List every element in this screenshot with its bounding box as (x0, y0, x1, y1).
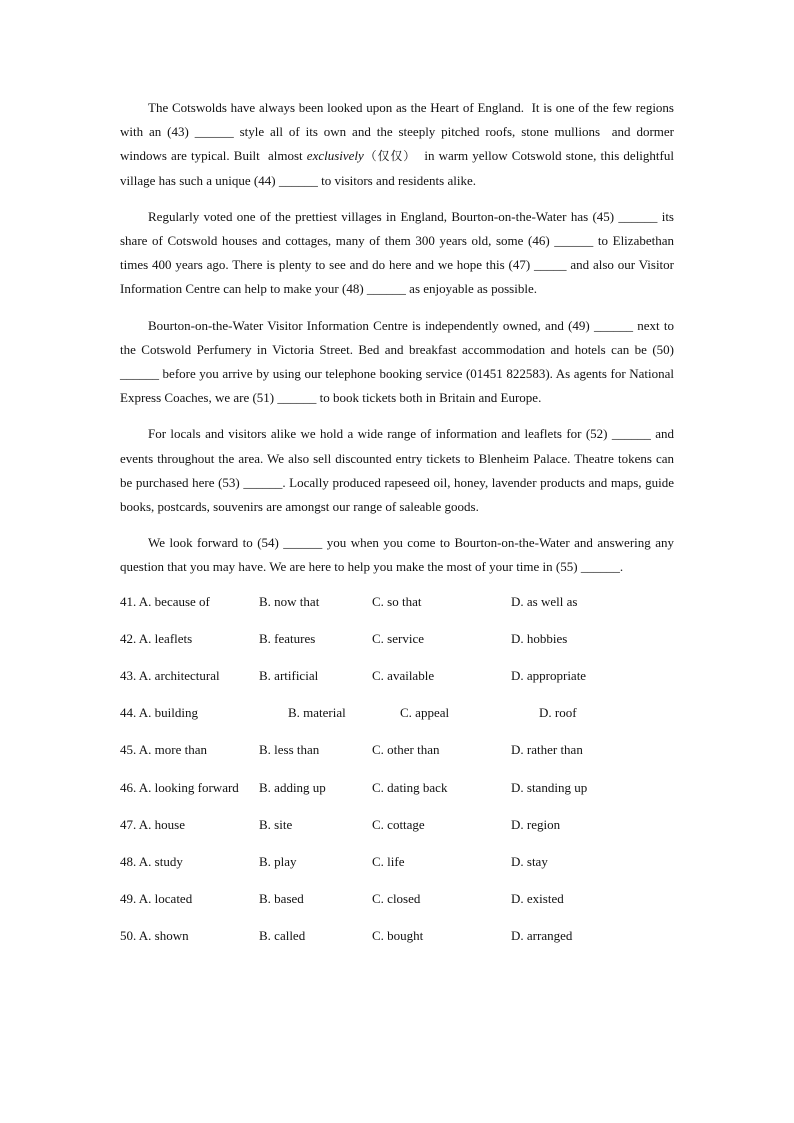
option-a: 43. A. architectural (120, 668, 220, 684)
option-d: D. arranged (511, 928, 573, 944)
option-c: C. appeal (400, 705, 450, 721)
question-row-45 (120, 742, 674, 779)
paragraph-1-gloss: （仅仅） (363, 149, 417, 164)
option-d: D. region (511, 816, 561, 832)
option-a: 45. A. more than (120, 742, 208, 758)
option-b: B. artificial (259, 668, 319, 684)
question-row-42 (120, 631, 674, 668)
option-d: D. hobbies (511, 630, 568, 646)
question-row-47 (120, 817, 674, 854)
paragraph-1-text-b: in warm yellow Cotswold stone, this delightful village has such a unique (44) ______ to visitors and residents alike. (120, 148, 678, 188)
option-a: 47. A. house (120, 816, 185, 832)
option-d: D. as well as (511, 593, 578, 609)
option-c: C. life (372, 853, 405, 869)
exam-page (120, 96, 678, 966)
option-d: D. stay (511, 853, 548, 869)
option-b: B. play (259, 853, 297, 869)
option-c: C. service (372, 630, 424, 646)
option-b: B. features (259, 630, 316, 646)
question-row-49 (120, 891, 674, 928)
paragraph-1 (120, 96, 678, 193)
question-row-41 (120, 594, 674, 631)
option-c: C. closed (372, 891, 421, 907)
option-a: 44. A. building (120, 705, 199, 721)
option-b: B. based (259, 891, 304, 907)
option-d: D. standing up (511, 779, 588, 795)
question-row-48 (120, 854, 674, 891)
option-a: 49. A. located (120, 891, 193, 907)
paragraph-1-text-a: The Cotswolds have always been looked upon as the Heart of England. It is one of the few regions with an (43) ______ style all of its own and the steeply pitched roofs, stone mullions and dormer windows are typical. Built almost (120, 100, 678, 164)
option-b: B. now that (259, 593, 320, 609)
option-c: C. so that (372, 593, 422, 609)
option-c: C. cottage (372, 816, 425, 832)
option-a: 46. A. looking forward (120, 779, 239, 795)
option-d: D. appropriate (511, 668, 587, 684)
question-row-46 (120, 780, 674, 817)
option-d: D. roof (539, 705, 577, 721)
option-b: B. called (259, 928, 306, 944)
option-b: B. less than (259, 742, 320, 758)
option-c: C. bought (372, 928, 424, 944)
paragraph-5: We look forward to (54) ______ you when you come to Bourton-on-the-Water and answering any question that you may have. We are here to help you make the most of your time in (55) ______. (120, 535, 674, 575)
option-a: 48. A. study (120, 853, 183, 869)
paragraph-1-emphasis: exclusively (306, 148, 364, 164)
question-row-50 (120, 928, 674, 965)
option-b: B. site (259, 816, 293, 832)
option-b: B. material (288, 705, 346, 721)
option-d: D. rather than (511, 742, 583, 758)
option-c: C. dating back (372, 779, 448, 795)
question-row-43 (120, 668, 674, 705)
option-a: 41. A. because of (120, 593, 210, 609)
option-d: D. existed (511, 891, 564, 907)
paragraph-2: Regularly voted one of the prettiest villages in England, Bourton-on-the-Water has (45) ______ its share of Cotswold houses and cottages, many of them 300 years old, some (46) ______ to Elizabethan times 400 years ago. There is plenty to see and do here and we hope this (47) _____ and also our Visitor Information Centre can help to make your (48) ______ as enjoyable as possible. (120, 208, 674, 297)
paragraph-3: Bourton-on-the-Water Visitor Information Centre is independently owned, and (49) ______ next to the Cotswold Perfumery in Victoria Street. Bed and breakfast accommodation and hotels can be (50) ______ before you arrive by using our telephone booking service (01451 822583). As agents for National Express Coaches, we are (51) ______ to book tickets both in Britain and Europe. (120, 317, 674, 406)
option-c: C. available (372, 668, 435, 684)
option-a: 50. A. shown (120, 928, 189, 944)
options-list (120, 594, 674, 966)
option-c: C. other than (372, 742, 440, 758)
paragraph-4: For locals and visitors alike we hold a wide range of information and leaflets for (52) ______ and events throughout the area. We also sell discounted entry tickets to Blenheim Palace. Theatre tokens can be purchased here (53) ______. Locally produced rapeseed oil, honey, lavender products and maps, guide books, postcards, souvenirs are amongst our range of saleable goods. (120, 426, 674, 515)
option-a: 42. A. leaflets (120, 630, 193, 646)
question-row-44 (120, 705, 674, 742)
option-b: B. adding up (259, 779, 326, 795)
